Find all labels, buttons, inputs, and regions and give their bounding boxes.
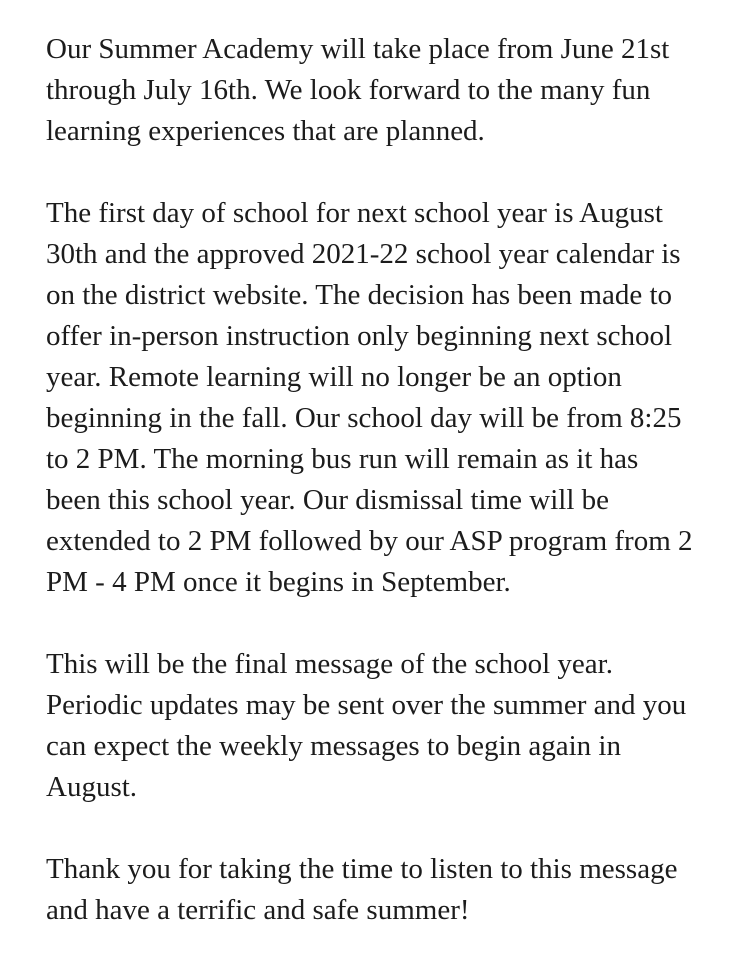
text-line: extended to 2 PM followed by our ASP program from 2 [46, 525, 693, 557]
text-line: offer in-person instruction only beginning next school [46, 320, 673, 352]
text-line: beginning in the fall. Our school day will be from 8:25 [46, 402, 682, 434]
text-line: PM - 4 PM once it begins in September. [46, 566, 511, 598]
text-line: year. Remote learning will no longer be an option [46, 361, 622, 393]
text-line: August. [46, 771, 138, 803]
text-line: been this school year. Our dismissal time will be [46, 484, 609, 516]
text-line: This will be the final message of the school year. [46, 648, 613, 680]
text-line: and have a terrific and safe summer! [46, 894, 470, 926]
paragraph-final-message [46, 644, 726, 808]
text-line: The first day of school for next school year is August [46, 197, 663, 229]
text-line: to 2 PM. The morning bus run will remain as it has [46, 443, 639, 475]
paragraph-summer-academy [46, 29, 726, 152]
text-line: Periodic updates may be sent over the summer and you [46, 689, 687, 721]
text-line: learning experiences that are planned. [46, 115, 485, 147]
text-line: Thank you for taking the time to listen to this message [46, 853, 678, 885]
text-line: on the district website. The decision has been made to [46, 279, 673, 311]
text-line: Our Summer Academy will take place from June 21st [46, 33, 670, 65]
paragraph-next-school-year [46, 193, 726, 603]
text-line: 30th and the approved 2021-22 school year calendar is [46, 238, 681, 270]
paragraph-thank-you [46, 849, 726, 931]
text-line: through July 16th. We look forward to the many fun [46, 74, 651, 106]
message-body [46, 29, 726, 931]
text-line: can expect the weekly messages to begin again in [46, 730, 621, 762]
